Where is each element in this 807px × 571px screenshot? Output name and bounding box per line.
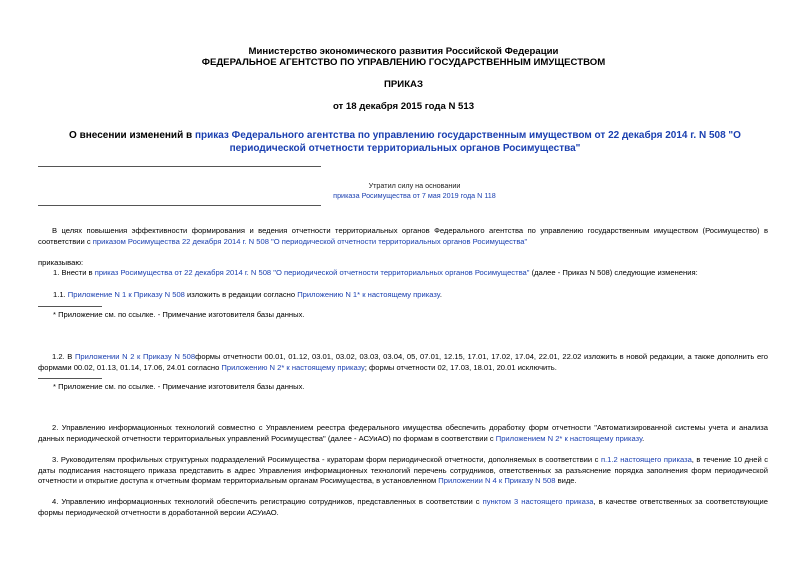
item-1-1-post: . bbox=[439, 290, 442, 299]
item-3-post: виде. bbox=[555, 476, 577, 486]
item-4-pre: 4. Управлению информационных технологий обеспечить регистрацию сотрудников, представленных в соответствии с bbox=[52, 497, 483, 506]
item-4 bbox=[38, 497, 768, 518]
item-1-1-pre: 1.1. bbox=[53, 290, 68, 299]
item-1-post: (далее - Приказ N 508) следующие изменения: bbox=[529, 268, 698, 277]
item-1-link[interactable]: приказ Росимущества от 22 декабря 2014 г. N 508 "О периодической отчетности территориальных органов Росимущества" bbox=[94, 268, 530, 277]
item-1-pre: 1. Внести в bbox=[53, 268, 95, 277]
item-2-pre: 2. Управлению информационных технологий совместно с Управлением реестра федерального имущества обеспечить доработку форм отчетности "Автоматизированной системы учета и анализа данных периодической отчетности территориальных управлений Росимущества" (далее - АСУиАО) по формам в соответствии с bbox=[38, 423, 768, 443]
item-2-link-appendix-2[interactable]: Приложением N 2* к настоящему приказу bbox=[495, 433, 643, 443]
footnote-1: * Приложение см. по ссылке. - Примечание изготовителя базы данных. bbox=[53, 310, 305, 319]
preamble bbox=[38, 226, 768, 247]
item-3-pre: 3. Руководителям профильных структурных подразделений Росимущества - кураторам форм периодической отчетности, дополняемых в соответствии с bbox=[52, 455, 601, 464]
item-2 bbox=[38, 423, 768, 444]
item-3-mid: , в течение 10 дней с даты подписания настоящего приказа представить в адрес Управления информационных технологий перечень сотрудников, ответственных за разъяснение порядка заполнения форм периодической отчетности и открытие доступа к отчетным формам территориальным органам Росимущества, в установленном bbox=[38, 455, 769, 486]
title-prefix: О внесении изменений в bbox=[69, 130, 195, 141]
item-1-2-mid: формы отчетности 00.01, 01.12, 03.01, 03.02, 03.03, 03.04, 05, 07.01, 12.15, 17.01, 17.02, 17.04, 22.01, 22.02 изложить в новой редакции, а также дополнить его формами 00.02, 01.13, 01.14, 17.06, 24.01 согласно bbox=[38, 352, 768, 372]
footnote-rule-1 bbox=[38, 306, 102, 307]
footnote-2: * Приложение см. по ссылке. - Примечание изготовителя базы данных. bbox=[53, 382, 305, 391]
agency-name: ФЕДЕРАЛЬНОЕ АГЕНТСТВО ПО УПРАВЛЕНИЮ ГОСУДАРСТВЕННЫМ ИМУЩЕСТВОМ bbox=[201, 57, 606, 68]
item-3-link-appendix-4[interactable]: Приложении N 4 к Приказу N 508 bbox=[438, 476, 556, 486]
item-1-2-post: ; формы отчетности 02, 17.03, 18.01, 20.01 исключить. bbox=[364, 362, 557, 372]
preamble-text: В целях повышения эффективности формирования и ведения отчетности территориальных органов Федерального агентства по управлению государственным имуществом (Росимущество) в соответствии с bbox=[38, 226, 768, 246]
divider-top bbox=[38, 166, 321, 167]
item-1-2-pre: 1.2. В bbox=[52, 352, 75, 361]
status-link-wrap bbox=[322, 191, 507, 201]
doc-type: ПРИКАЗ bbox=[384, 79, 423, 90]
item-1 bbox=[53, 268, 698, 279]
item-1-2-link-appendix-2[interactable]: Приложении N 2 к Приказу N 508 bbox=[74, 352, 196, 361]
divider-bottom bbox=[38, 205, 321, 206]
item-1-1 bbox=[53, 290, 442, 301]
item-2-post: . bbox=[642, 433, 645, 443]
item-4-post: , в качестве ответственных за соответствующие формы периодической отчетности в доработанной версии АСУиАО. bbox=[38, 497, 768, 517]
document-title bbox=[40, 130, 770, 155]
footnote-rule-2 bbox=[38, 378, 102, 379]
preamble-link-order-508[interactable]: приказом Росимущества 22 декабря 2014 г. N 508 "О периодической отчетности территориальных органов Росимущества" bbox=[92, 236, 528, 246]
item-1-2 bbox=[38, 352, 768, 373]
order-word: приказываю: bbox=[38, 258, 84, 267]
title-link-order-508[interactable]: приказ Федерального агентства по управлению государственным имуществом от 22 декабря 2014 г. N 508 "О периодической отчетности территориальных органов Росимущества" bbox=[194, 130, 741, 154]
status-link-order-118[interactable]: приказа Росимущества от 7 мая 2019 года N 118 bbox=[333, 191, 496, 200]
item-4-link-clause-3[interactable]: пунктом 3 настоящего приказа bbox=[482, 497, 594, 506]
item-1-1-link-new-appendix-1[interactable]: Приложению N 1* к настоящему приказу bbox=[297, 290, 440, 299]
item-1-1-link-appendix-1[interactable]: Приложение N 1 к Приказу N 508 bbox=[67, 290, 185, 299]
item-3 bbox=[38, 455, 768, 487]
status-line: Утратил силу на основании bbox=[368, 181, 461, 190]
item-3-link-clause-1-2[interactable]: п.1.2 настоящего приказа bbox=[600, 455, 692, 464]
item-1-1-mid: изложить в редакции согласно bbox=[184, 290, 298, 299]
ministry-name: Министерство экономического развития Российской Федерации bbox=[248, 46, 559, 57]
doc-date: от 18 декабря 2015 года N 513 bbox=[332, 101, 475, 112]
item-1-2-link-new-appendix-2[interactable]: Приложению N 2* к настоящему приказу bbox=[221, 362, 365, 372]
